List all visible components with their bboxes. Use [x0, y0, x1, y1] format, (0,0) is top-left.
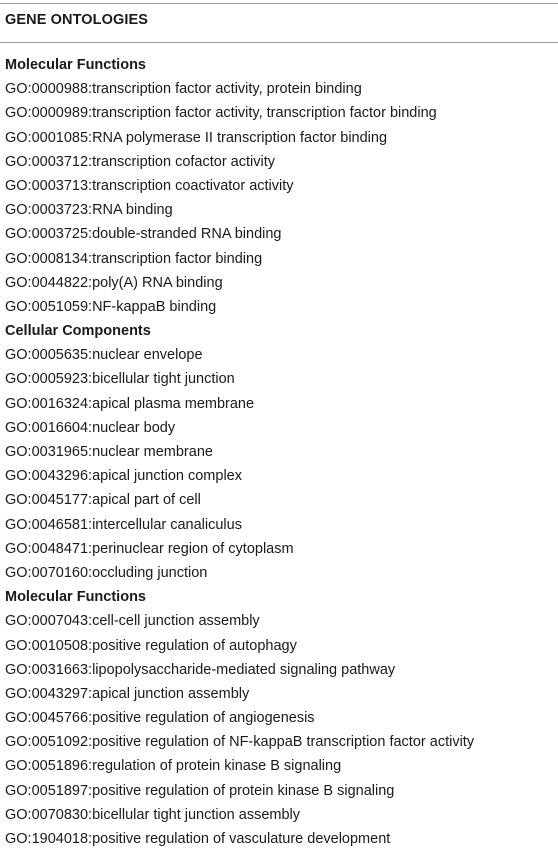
table-row: GO:0007043:cell-cell junction assembly — [5, 613, 260, 630]
section-title: Molecular Functions — [5, 589, 146, 606]
table-row: GO:0008134:transcription factor binding — [5, 250, 263, 267]
table-row: GO:0000988:transcription factor activity, protein binding — [5, 81, 362, 98]
table-row: GO:0005635:nuclear envelope — [5, 347, 203, 364]
table-row: GO:0001085:RNA polymerase II transcription factor binding — [5, 129, 388, 146]
table-header: GENE ONTOLOGIES — [5, 12, 149, 28]
table-row: GO:0010508:positive regulation of autophagy — [5, 637, 297, 654]
table-top-rule — [0, 3, 558, 4]
table-row: GO:0016324:apical plasma membrane — [5, 395, 255, 412]
table-row: GO:1904018:positive regulation of vasculature development — [5, 831, 391, 847]
section-title: Cellular Components — [5, 323, 151, 340]
table-row: GO:0051092:positive regulation of NF-kappaB transcription factor activity — [5, 734, 475, 751]
table-row: GO:0048471:perinuclear region of cytoplasm — [5, 540, 294, 557]
table-row: GO:0045177:apical part of cell — [5, 492, 201, 509]
table-row: GO:0003723:RNA binding — [5, 202, 173, 219]
table-row: GO:0003713:transcription coactivator activity — [5, 177, 294, 194]
table-row: GO:0051896:regulation of protein kinase B signaling — [5, 758, 342, 775]
table-row: GO:0000989:transcription factor activity, transcription factor binding — [5, 105, 437, 122]
table-row: GO:0045766:positive regulation of angiogenesis — [5, 710, 315, 727]
table-header-rule — [0, 42, 558, 43]
table-body — [5, 53, 555, 851]
table-row: GO:0005923:bicellular tight junction — [5, 371, 235, 388]
table-row: GO:0051897:positive regulation of protein kinase B signaling — [5, 782, 395, 799]
table-row: GO:0044822:poly(A) RNA binding — [5, 274, 223, 291]
table-row: GO:0031663:lipopolysaccharide-mediated signaling pathway — [5, 661, 396, 678]
table-row: GO:0003725:double-stranded RNA binding — [5, 226, 282, 243]
table-row: GO:0051059:NF-kappaB binding — [5, 298, 217, 315]
table-row: GO:0070160:occluding junction — [5, 564, 208, 581]
table-row: GO:0003712:transcription cofactor activity — [5, 153, 275, 170]
table-row: GO:0070830:bicellular tight junction assembly — [5, 806, 300, 823]
table-row: GO:0016604:nuclear body — [5, 419, 176, 436]
table-row: GO:0031965:nuclear membrane — [5, 444, 213, 460]
table-row: GO:0043296:apical junction complex — [5, 468, 242, 485]
table-row: GO:0046581:intercellular canaliculus — [5, 516, 242, 533]
section-title: Molecular Functions — [5, 57, 146, 73]
table-row: GO:0043297:apical junction assembly — [5, 685, 250, 702]
